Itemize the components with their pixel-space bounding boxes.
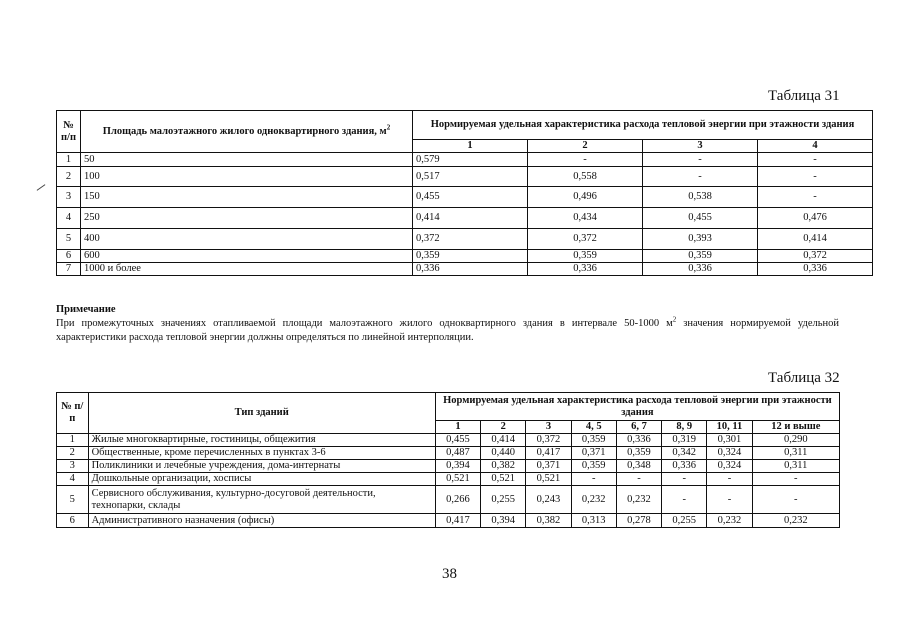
- table-row: [57, 208, 873, 229]
- t32-row-value: 0,371: [571, 447, 616, 460]
- t32-row-value: 0,417: [526, 447, 571, 460]
- t31-row-num: 1: [57, 153, 81, 167]
- t31-row-value: -: [758, 187, 873, 208]
- t32-row-value: 0,319: [662, 434, 707, 447]
- t32-floor-header: 1: [435, 421, 480, 434]
- t31-row-value: 0,372: [528, 229, 643, 250]
- t32-row-value: 0,324: [707, 447, 752, 460]
- table-row: [57, 229, 873, 250]
- t32-floor-header: 8, 9: [662, 421, 707, 434]
- t32-row-value: 0,348: [616, 460, 661, 473]
- t31-row-area: 100: [81, 167, 413, 187]
- t31-row-value: 0,558: [528, 167, 643, 187]
- t31-row-value: 0,336: [643, 263, 758, 276]
- t32-row-value: 0,243: [526, 486, 571, 514]
- t32-row-value: 0,313: [571, 514, 616, 528]
- t31-row-area: 400: [81, 229, 413, 250]
- t32-row-value: 0,301: [707, 434, 752, 447]
- t32-row-value: 0,394: [481, 514, 526, 528]
- t31-row-value: 0,579: [413, 153, 528, 167]
- t31-row-value: 0,359: [643, 250, 758, 263]
- t31-row-value: 0,414: [758, 229, 873, 250]
- t32-floor-header: 12 и выше: [752, 421, 839, 434]
- t32-row-value: 0,359: [571, 460, 616, 473]
- t32-row-value: -: [707, 486, 752, 514]
- t32-row-value: 0,359: [616, 447, 661, 460]
- t32-row-value: 0,336: [616, 434, 661, 447]
- t32-row-num: 6: [57, 514, 89, 528]
- t32-row-value: 0,371: [526, 460, 571, 473]
- t31-row-num: 7: [57, 263, 81, 276]
- table-row: [57, 187, 873, 208]
- t31-row-value: -: [528, 153, 643, 167]
- t32-row-value: 0,311: [752, 460, 839, 473]
- t31-row-value: 0,496: [528, 187, 643, 208]
- table31-caption: Таблица 31: [768, 88, 840, 104]
- t31-row-value: -: [758, 153, 873, 167]
- t31-row-value: 0,372: [758, 250, 873, 263]
- t32-row-value: 0,417: [435, 514, 480, 528]
- t32-row-value: 0,290: [752, 434, 839, 447]
- t32-row-value: 0,521: [481, 473, 526, 486]
- table-row: [57, 153, 873, 167]
- t32-row-value: 0,255: [481, 486, 526, 514]
- t32-row-value: 0,232: [707, 514, 752, 528]
- t31-header-area: Площадь малоэтажного жилого одноквартирного здания, $м^2$: [81, 111, 413, 153]
- t31-row-value: 0,476: [758, 208, 873, 229]
- t32-row-value: 0,311: [752, 447, 839, 460]
- table31: [56, 110, 873, 276]
- t32-row-value: 0,342: [662, 447, 707, 460]
- t32-row-value: 0,521: [435, 473, 480, 486]
- t31-floor-header: 3: [643, 140, 758, 153]
- t31-row-value: 0,517: [413, 167, 528, 187]
- t32-row-num: 3: [57, 460, 89, 473]
- t31-row-num: 2: [57, 167, 81, 187]
- t31-row-num: 3: [57, 187, 81, 208]
- t31-row-value: 0,434: [528, 208, 643, 229]
- table-row: [57, 514, 840, 528]
- t31-row-value: 0,336: [528, 263, 643, 276]
- t31-row-num: 5: [57, 229, 81, 250]
- t31-row-area: 150: [81, 187, 413, 208]
- t32-row-value: 0,487: [435, 447, 480, 460]
- t32-row-num: 2: [57, 447, 89, 460]
- t32-row-value: -: [616, 473, 661, 486]
- t31-row-value: -: [643, 153, 758, 167]
- t31-row-value: -: [643, 167, 758, 187]
- t31-row-area: 50: [81, 153, 413, 167]
- t32-row-value: -: [752, 486, 839, 514]
- t31-row-value: 0,455: [643, 208, 758, 229]
- table-row: [57, 473, 840, 486]
- t31-row-value: 0,336: [758, 263, 873, 276]
- t31-row-area: 250: [81, 208, 413, 229]
- table-row: [57, 447, 840, 460]
- t31-row-value: 0,372: [413, 229, 528, 250]
- margin-mark: [37, 184, 46, 191]
- t32-row-value: 0,232: [616, 486, 661, 514]
- t32-row-value: 0,382: [526, 514, 571, 528]
- note-title: Примечание: [56, 304, 116, 315]
- table32-caption: Таблица 32: [768, 370, 840, 386]
- t32-header-num: № п/п: [57, 393, 89, 434]
- table-row: [57, 250, 873, 263]
- t31-row-value: 0,538: [643, 187, 758, 208]
- t32-floor-header: 2: [481, 421, 526, 434]
- t32-row-value: 0,382: [481, 460, 526, 473]
- t32-floor-header: 10, 11: [707, 421, 752, 434]
- t31-row-value: 0,359: [413, 250, 528, 263]
- t32-row-value: 0,440: [481, 447, 526, 460]
- t32-floor-header: 3: [526, 421, 571, 434]
- t31-row-value: 0,336: [413, 263, 528, 276]
- t32-row-value: -: [571, 473, 616, 486]
- t31-row-area: 1000 и более: [81, 263, 413, 276]
- t32-row-type: Сервисного обслуживания, культурно-досуговой деятельности, технопарки, склады: [88, 486, 435, 514]
- t31-floor-header: 2: [528, 140, 643, 153]
- t32-row-value: 0,455: [435, 434, 480, 447]
- t32-row-value: 0,278: [616, 514, 661, 528]
- t31-floor-header: 1: [413, 140, 528, 153]
- t32-row-type: Общественные, кроме перечисленных в пунктах 3-6: [88, 447, 435, 460]
- t32-row-value: 0,394: [435, 460, 480, 473]
- t32-header-group: Нормируемая удельная характеристика расхода тепловой энергии при этажности здания: [435, 393, 839, 421]
- t32-row-value: 0,324: [707, 460, 752, 473]
- table-row: [57, 486, 840, 514]
- t32-header-type: Тип зданий: [88, 393, 435, 434]
- t32-row-num: 1: [57, 434, 89, 447]
- t32-row-value: 0,521: [526, 473, 571, 486]
- page-number: 38: [442, 566, 457, 582]
- t32-row-type: Административного назначения (офисы): [88, 514, 435, 528]
- t32-row-num: 4: [57, 473, 89, 486]
- t32-row-value: -: [707, 473, 752, 486]
- t32-row-value: -: [662, 486, 707, 514]
- t31-row-num: 6: [57, 250, 81, 263]
- table-row: [57, 167, 873, 187]
- t32-row-type: Поликлиники и лечебные учреждения, дома-интернаты: [88, 460, 435, 473]
- t32-row-type: Дошкольные организации, хосписы: [88, 473, 435, 486]
- t32-row-num: 5: [57, 486, 89, 514]
- t32-row-value: 0,255: [662, 514, 707, 528]
- t31-row-value: 0,455: [413, 187, 528, 208]
- t32-row-value: -: [752, 473, 839, 486]
- t31-row-value: 0,359: [528, 250, 643, 263]
- t32-floor-header: 4, 5: [571, 421, 616, 434]
- t32-row-value: -: [662, 473, 707, 486]
- t31-floor-header: 4: [758, 140, 873, 153]
- table-row: [57, 460, 840, 473]
- t31-header-group: Нормируемая удельная характеристика расхода тепловой энергии при этажности здания: [413, 111, 873, 140]
- t32-row-value: 0,414: [481, 434, 526, 447]
- t32-row-value: 0,232: [571, 486, 616, 514]
- t32-row-type: Жилые многоквартирные, гостиницы, общежития: [88, 434, 435, 447]
- t32-row-value: 0,372: [526, 434, 571, 447]
- t31-row-value: -: [758, 167, 873, 187]
- t31-row-value: 0,414: [413, 208, 528, 229]
- t32-row-value: 0,359: [571, 434, 616, 447]
- t32-row-value: 0,266: [435, 486, 480, 514]
- table-row: [57, 434, 840, 447]
- note-text: При промежуточных значениях отапливаемой площади малоэтажного жилого одноквартирного здания в интервале 50-1000 $м^2$ значения нормируемой удельной характеристики расхода тепловой энергии должны определяться по линейной интерполяции.: [56, 315, 839, 343]
- table-row: [57, 263, 873, 276]
- t31-row-area: 600: [81, 250, 413, 263]
- t32-row-value: 0,232: [752, 514, 839, 528]
- t31-header-num: № п/п: [57, 111, 81, 153]
- t31-row-value: 0,393: [643, 229, 758, 250]
- t31-row-num: 4: [57, 208, 81, 229]
- t32-row-value: 0,336: [662, 460, 707, 473]
- t32-floor-header: 6, 7: [616, 421, 661, 434]
- table32: [56, 392, 840, 528]
